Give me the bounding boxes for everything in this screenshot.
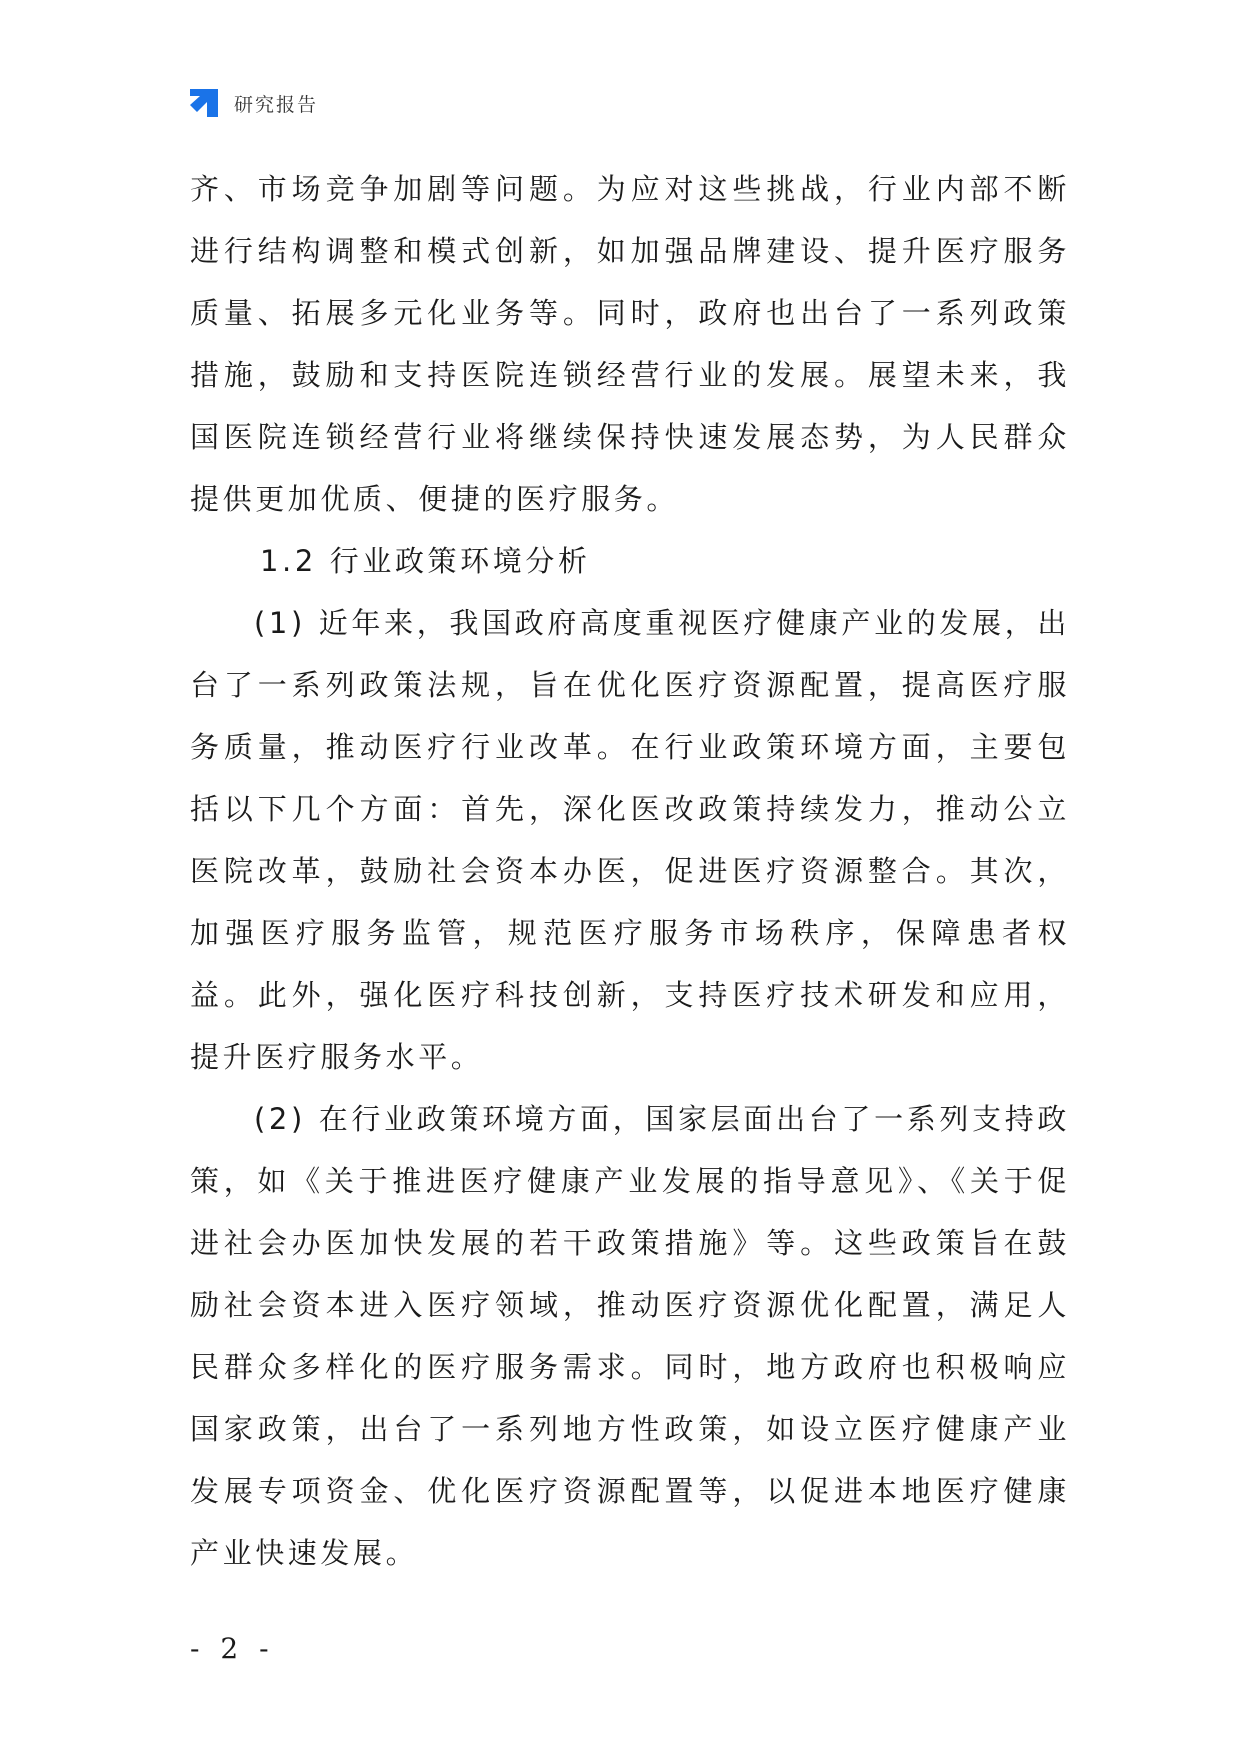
document-body	[190, 158, 1070, 1584]
diagonal-arrow-logo-icon	[188, 87, 220, 119]
section-heading: 1.2 行业政策环境分析	[260, 544, 591, 578]
page-header	[188, 86, 318, 120]
paragraph-policy-1: (1) 近年来，我国政府高度重视医疗健康产业的发展，出台了一系列政策法规，旨在优化医疗资源配置，提高医疗服务质量，推动医疗行业改革。在行业政策环境方面，主要包括以下几个方面：首先，深化医改政策持续发力，推动公立医院改革，鼓励社会资本办医，促进医疗资源整合。其次，加强医疗服务监管，规范医疗服务市场秩序，保障患者权益。此外，强化医疗科技创新，支持医疗技术研发和应用，提升医疗服务水平。	[190, 606, 1070, 1074]
paragraph-policy-2: (2) 在行业政策环境方面，国家层面出台了一系列支持政策，如《关于推进医疗健康产业发展的指导意见》、《关于促进社会办医加快发展的若干政策措施》等。这些政策旨在鼓励社会资本进入医疗领域，推动医疗资源优化配置，满足人民群众多样化的医疗服务需求。同时，地方政府也积极响应国家政策，出台了一系列地方性政策，如设立医疗健康产业发展专项资金、优化医疗资源配置等，以促进本地医疗健康产业快速发展。	[190, 1102, 1070, 1570]
paragraph-continued: 齐、市场竞争加剧等问题。为应对这些挑战，行业内部不断进行结构调整和模式创新，如加强品牌建设、提升医疗服务质量、拓展多元化业务等。同时，政府也出台了一系列政策措施，鼓励和支持医院连锁经营行业的发展。展望未来，我国医院连锁经营行业将继续保持快速发展态势，为人民群众提供更加优质、便捷的医疗服务。	[190, 172, 1070, 516]
page-number: - 2 -	[190, 1632, 275, 1665]
header-title: 研究报告	[234, 93, 319, 116]
